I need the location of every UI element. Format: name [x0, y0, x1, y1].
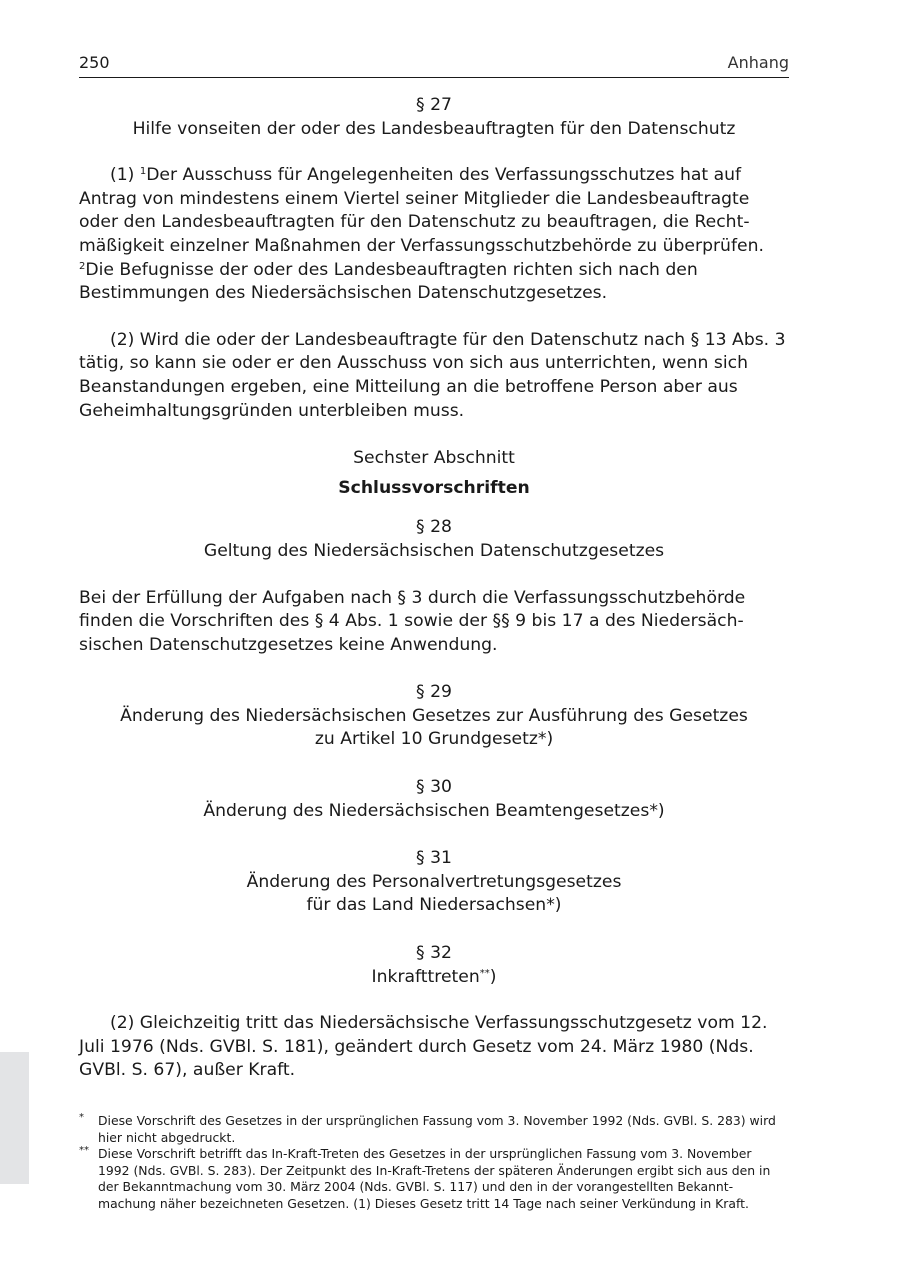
sentence-number: 2: [79, 260, 86, 272]
footnote-text: Diese Vorschrift des Gesetzes in der ursprünglichen Fassung vom 3. November 1992 (Nds. GVBl. S. 283) wird hier nicht abgedruckt.: [98, 1113, 776, 1145]
section-29-title-line-2: zu Artikel 10 Grundgesetz*): [314, 729, 554, 750]
section-31-title-line-1: Änderung des Personalvertretungsgesetzes: [246, 871, 622, 892]
section-28-text: Bei der Erfüllung der Aufgaben nach § 3 durch die Verfassungsschutzbehörde finden die Vorschriften des § 4 Abs. 1 sowie der §§ 9 bis 17 a des Niedersächsischen Datenschutzgesetzes keine Anwendung.: [79, 587, 746, 655]
header-section-name: Anhang: [727, 53, 789, 72]
section-32-title: Inkrafttreten**): [371, 966, 497, 987]
section-27-number: § 27: [416, 95, 452, 115]
footnote: [79, 1146, 784, 1212]
page-number: 250: [79, 53, 110, 72]
section-32-number: § 32: [416, 943, 452, 964]
part-title: Schlussvorschriften: [338, 477, 530, 498]
footnote-reference: **: [479, 967, 490, 979]
footnote-mark: *: [79, 1112, 84, 1123]
section-30-number: § 30: [416, 777, 452, 798]
footnote-text: Diese Vorschrift betrifft das In-Kraft-Treten des Gesetzes in der ursprünglichen Fassung vom 3. November 1992 (Nds. GVBl. S. 283). Der Zeitpunkt des In-Kraft-Tretens der späteren Änderungen ergibt sich aus den in der Bekanntmachung vom 30. März 2004 (Nds. GVBl. S. 117) und den in der vorangestellten Bekanntmachung näher bezeichneten Gesetzen. (1) Dieses Gesetz tritt 14 Tage nach seiner Verkündung in Kraft.: [98, 1146, 771, 1211]
thumb-index-tab: [0, 1052, 29, 1184]
section-27-paragraph-2: (2) Wird die oder der Landesbeauftragte für den Datenschutz nach § 13 Abs. 3 tätig, so kann sie oder er den Ausschuss von sich aus unterrichten, wenn sich Beanstandungen ergeben, eine Mitteilung an die betroffene Person aber aus Geheimhaltungsgründen unterbleiben muss.: [79, 329, 786, 421]
page: [79, 52, 789, 1083]
running-header: [79, 52, 789, 78]
section-27-title: Hilfe vonseiten der oder des Landesbeauftragten für den Datenschutz: [132, 118, 736, 139]
section-28-number: § 28: [416, 517, 452, 538]
page-body: [79, 94, 789, 1083]
section-29-number: § 29: [416, 682, 452, 703]
section-31-title-line-2: für das Land Niedersachsen*): [306, 895, 562, 916]
section-29-title-line-1: Änderung des Niedersächsischen Gesetzes zur Ausführung des Gesetzes: [120, 705, 748, 726]
section-27-paragraph-1: (1) $^1$Der Ausschuss für Angelegenheiten des Verfassungsschutzes hat auf Antrag von mindestens einem Viertel seiner Mitglieder die Landesbeauftragte oder den Landesbeauftragten für den Datenschutz zu beauftragen, die Rechtmäßigkeit einzelner Maßnahmen der Verfassungsschutzbehörde zu überprüfen. $^2$Die Befugnisse der oder des Landesbeauftragten richten sich nach den Bestimmungen des Niedersächsischen Datenschutzgesetzes.: [79, 165, 764, 304]
sentence-number: 1: [139, 166, 147, 178]
section-28-title: Geltung des Niedersächsischen Datenschutzgesetzes: [203, 540, 665, 561]
footnote: [79, 1113, 784, 1146]
footnotes: [79, 1113, 784, 1212]
section-30-title: Änderung des Niedersächsischen Beamtengesetzes*): [203, 800, 665, 821]
part-label: Sechster Abschnitt: [353, 448, 515, 469]
section-32-paragraph-2: (2) Gleichzeitig tritt das Niedersächsische Verfassungsschutzgesetz vom 12. Juli 1976 (Nds. GVBl. S. 181), geändert durch Gesetz vom 24. März 1980 (Nds. GVBl. S. 67), außer Kraft.: [79, 1013, 768, 1081]
footnote-mark: **: [79, 1145, 89, 1156]
section-31-number: § 31: [416, 848, 452, 869]
